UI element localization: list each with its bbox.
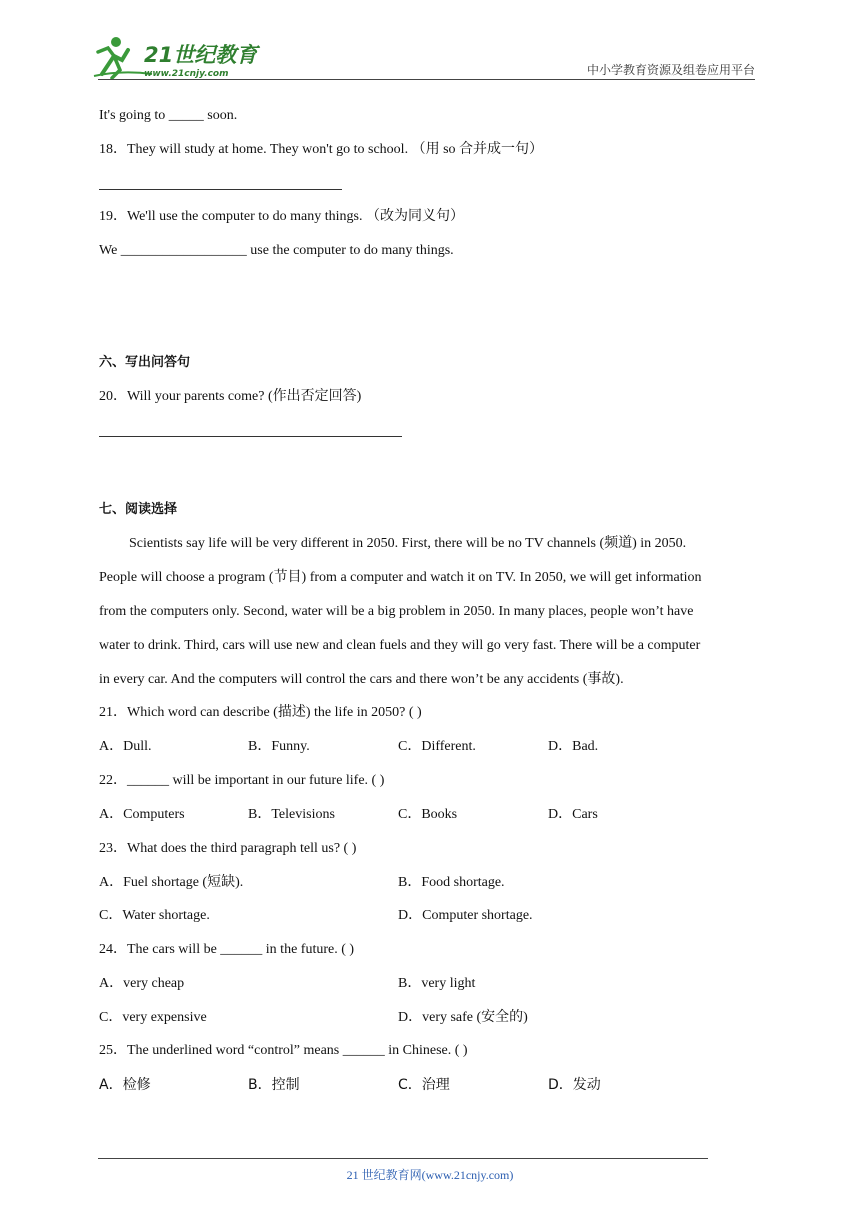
- header-divider: [98, 79, 755, 80]
- logo-url: www.21cnjy.com: [144, 69, 229, 79]
- option-c[interactable]: C．Water shortage.: [99, 908, 210, 923]
- question-25: 25．The underlined word “control” means ______ in Chinese. ( ): [99, 1043, 468, 1058]
- site-logo: [92, 34, 264, 82]
- option-b[interactable]: B．very light: [398, 976, 476, 991]
- passage-line: in every car. And the computers will control the cars and there won’t be any accidents (事故).: [99, 672, 624, 687]
- passage-line: People will choose a program (节目) from a computer and watch it on TV. In 2050, we will get information: [99, 570, 702, 585]
- question-22: 22．______ will be important in our future life. ( ): [99, 773, 385, 788]
- option-d[interactable]: D．Computer shortage.: [398, 908, 533, 923]
- option-a[interactable]: A．Computers: [99, 807, 185, 822]
- option-b[interactable]: B．Televisions: [248, 807, 335, 822]
- option-a[interactable]: A．Fuel shortage (短缺).: [99, 875, 244, 890]
- option-b[interactable]: B．Food shortage.: [398, 875, 505, 890]
- question-21: 21．Which word can describe (描述) the life in 2050? ( ): [99, 705, 422, 720]
- option-b[interactable]: B．Funny.: [248, 739, 310, 754]
- option-c[interactable]: C．Books: [398, 807, 458, 822]
- question-19-answer: We __________________ use the computer to do many things.: [99, 243, 454, 258]
- option-c[interactable]: C．Different.: [398, 739, 476, 754]
- question-18: 18．They will study at home. They won't go to school. （用 so 合并成一句）: [99, 142, 544, 157]
- answer-blank-18[interactable]: [99, 189, 342, 190]
- option-d[interactable]: D．发动: [548, 1077, 601, 1093]
- footer-divider: [98, 1158, 708, 1159]
- section-6-title: 六、写出问答句: [99, 355, 191, 370]
- question-17-tail: It's going to _____ soon.: [99, 108, 238, 123]
- passage-line: from the computers only. Second, water will be a big problem in 2050. In many places, people won’t have: [99, 604, 694, 619]
- option-a[interactable]: A．Dull.: [99, 739, 152, 754]
- option-b[interactable]: B．控制: [248, 1077, 300, 1093]
- option-d[interactable]: D．Bad.: [548, 739, 599, 754]
- answer-blank-20[interactable]: [99, 436, 402, 437]
- section-7-title: 七、阅读选择: [99, 502, 178, 517]
- passage-line: Scientists say life will be very different in 2050. First, there will be no TV channels (频道) in 2050.: [129, 536, 687, 551]
- passage-line: water to drink. Third, cars will use new and clean fuels and they will go very fast. There will be a computer: [99, 638, 701, 653]
- logo-title: 21世纪教育: [144, 43, 258, 67]
- site-tagline: 中小学教育资源及组卷应用平台: [586, 63, 755, 77]
- option-a[interactable]: A．very cheap: [99, 976, 185, 991]
- option-d[interactable]: D．very safe (安全的): [398, 1010, 528, 1025]
- question-23: 23．What does the third paragraph tell us? ( ): [99, 841, 357, 856]
- option-c[interactable]: C．very expensive: [99, 1010, 207, 1025]
- option-a[interactable]: A．检修: [99, 1077, 151, 1093]
- question-19: 19．We'll use the computer to do many things. （改为同义句）: [99, 209, 464, 224]
- option-c[interactable]: C．治理: [398, 1077, 450, 1093]
- footer-link[interactable]: 21 世纪教育网(www.21cnjy.com): [346, 1168, 514, 1182]
- option-d[interactable]: D．Cars: [548, 807, 598, 822]
- question-24: 24．The cars will be ______ in the future. ( ): [99, 942, 355, 957]
- question-20: 20．Will your parents come? (作出否定回答): [99, 389, 362, 404]
